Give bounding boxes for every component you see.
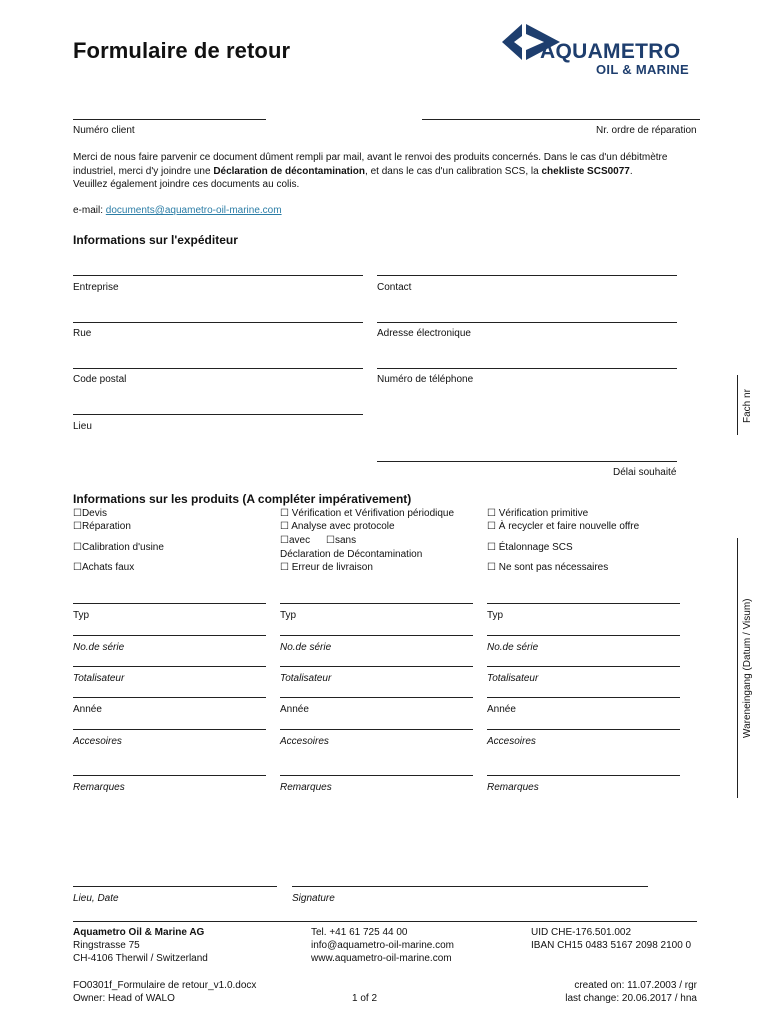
product-serie-label-3: No.de série xyxy=(487,642,539,653)
logo-name: AQUAMETRO xyxy=(540,40,681,63)
entreprise-line[interactable] xyxy=(73,275,363,276)
sender-heading: Informations sur l'expéditeur xyxy=(73,233,238,247)
product-totalisateur-line-3[interactable] xyxy=(487,666,680,667)
company-logo xyxy=(500,20,710,80)
products-heading: Informations sur les produits (A compléter impérativement) xyxy=(73,492,412,506)
footer-web: www.aquametro-oil-marine.com xyxy=(311,953,452,964)
intro-line-2e: . xyxy=(629,165,633,177)
phone-line[interactable] xyxy=(377,368,677,369)
product-typ-label-3: Typ xyxy=(487,610,504,621)
client-number-line[interactable] xyxy=(73,119,266,120)
checkbox-avec[interactable]: ☐avec xyxy=(280,535,311,546)
rue-line[interactable] xyxy=(73,322,363,323)
checkbox-analyse[interactable]: ☐ Analyse avec protocole xyxy=(280,521,395,532)
delai-label: Délai souhaité xyxy=(613,467,677,478)
product-annee-label-1: Année xyxy=(73,704,102,715)
footer-city: CH-4106 Therwil / Switzerland xyxy=(73,953,208,964)
product-annee-label-2: Année xyxy=(280,704,309,715)
product-totalisateur-label-2: Totalisateur xyxy=(280,673,332,684)
checkbox-calibration[interactable]: ☐Calibration d'usine xyxy=(73,542,164,553)
intro-line-2c: , et dans le cas d'un calibration SCS, la xyxy=(365,165,542,177)
intro-line-2a: industriel, merci d'y joindre une xyxy=(73,165,214,177)
decontamination-label: Déclaration de Décontamination xyxy=(280,549,423,560)
checkbox-recycler[interactable]: ☐ À recycler et faire nouvelle offre xyxy=(487,521,640,532)
footer-mail: info@aquametro-oil-marine.com xyxy=(311,940,454,951)
checkbox-verification-primitive[interactable]: ☐ Vérification primitive xyxy=(487,508,589,519)
fach-divider xyxy=(737,375,738,435)
footer-page: 1 of 2 xyxy=(352,993,378,1004)
checkbox-etalonnage[interactable]: ☐ Étalonnage SCS xyxy=(487,542,573,553)
product-remarques-line-1[interactable] xyxy=(73,775,266,776)
intro-line-3: Veuillez également joindre ces documents au colis. xyxy=(73,179,300,190)
intro-decontamination: Déclaration de décontamination xyxy=(213,165,366,177)
client-number-label: Numéro client xyxy=(73,125,135,136)
page-title: Formulaire de retour xyxy=(73,38,291,63)
footer-created: created on: 11.07.2003 / rgr xyxy=(574,980,697,991)
email-address-line[interactable] xyxy=(377,322,677,323)
footer-street: Ringstrasse 75 xyxy=(73,940,140,951)
product-typ-label-2: Typ xyxy=(280,610,297,621)
signature-label: Signature xyxy=(292,893,335,904)
product-accesoires-label-2: Accesoires xyxy=(280,736,329,747)
footer-file: FO0301f_Formulaire de retour_v1.0.docx xyxy=(73,980,257,991)
lieu-line[interactable] xyxy=(73,414,363,415)
checkbox-sans[interactable]: ☐sans xyxy=(326,535,357,546)
rue-label: Rue xyxy=(73,328,92,339)
email-link[interactable]: documents@aquametro-oil-marine.com xyxy=(105,205,282,216)
product-accesoires-line-2[interactable] xyxy=(280,729,473,730)
contact-line[interactable] xyxy=(377,275,677,276)
logo-subtitle: OIL & MARINE xyxy=(596,62,689,77)
email-address-label: Adresse électronique xyxy=(377,328,471,339)
product-remarques-line-2[interactable] xyxy=(280,775,473,776)
footer-owner: Owner: Head of WALO xyxy=(73,993,175,1004)
repair-order-label: Nr. ordre de réparation xyxy=(596,125,697,136)
contact-label: Contact xyxy=(377,282,412,293)
product-typ-line-2[interactable] xyxy=(280,603,473,604)
footer-changed: last change: 20.06.2017 / hna xyxy=(565,993,697,1004)
product-remarques-label-1: Remarques xyxy=(73,782,125,793)
product-serie-line-3[interactable] xyxy=(487,635,680,636)
email-line xyxy=(73,204,282,217)
lieu-label: Lieu xyxy=(73,421,92,432)
product-accesoires-label-3: Accesoires xyxy=(487,736,536,747)
product-totalisateur-line-1[interactable] xyxy=(73,666,266,667)
product-annee-line-1[interactable] xyxy=(73,697,266,698)
product-accesoires-line-3[interactable] xyxy=(487,729,680,730)
repair-order-line[interactable] xyxy=(422,119,700,120)
product-serie-label-1: No.de série xyxy=(73,642,125,653)
product-accesoires-line-1[interactable] xyxy=(73,729,266,730)
product-annee-line-3[interactable] xyxy=(487,697,680,698)
product-serie-line-2[interactable] xyxy=(280,635,473,636)
product-remarques-label-3: Remarques xyxy=(487,782,539,793)
footer-tel: Tel. +41 61 725 44 00 xyxy=(311,927,408,938)
product-typ-label-1: Typ xyxy=(73,610,90,621)
product-serie-line-1[interactable] xyxy=(73,635,266,636)
product-annee-label-3: Année xyxy=(487,704,516,715)
delai-line[interactable] xyxy=(377,461,677,462)
product-typ-line-1[interactable] xyxy=(73,603,266,604)
code-postal-line[interactable] xyxy=(73,368,363,369)
wareneingang-divider xyxy=(737,538,738,798)
checkbox-non-necessaires[interactable]: ☐ Ne sont pas nécessaires xyxy=(487,562,609,573)
product-typ-line-3[interactable] xyxy=(487,603,680,604)
footer-uid: UID CHE-176.501.002 xyxy=(531,927,632,938)
footer-company: Aquametro Oil & Marine AG xyxy=(73,927,205,938)
footer-iban: IBAN CH15 0483 5167 2098 2100 0 xyxy=(531,940,692,951)
intro-paragraph xyxy=(73,151,693,192)
product-remarques-label-2: Remarques xyxy=(280,782,332,793)
product-remarques-line-3[interactable] xyxy=(487,775,680,776)
email-label: e-mail: xyxy=(73,205,106,216)
footer-divider xyxy=(73,921,697,922)
entreprise-label: Entreprise xyxy=(73,282,119,293)
code-postal-label: Code postal xyxy=(73,374,127,385)
product-totalisateur-line-2[interactable] xyxy=(280,666,473,667)
signature-line[interactable] xyxy=(292,886,648,887)
product-totalisateur-label-3: Totalisateur xyxy=(487,673,539,684)
product-annee-line-2[interactable] xyxy=(280,697,473,698)
intro-line-1: Merci de nous faire parvenir ce document dûment rempli par mail, avant le renvoi des produits concernés. Dans le cas d'un débitmètre xyxy=(73,152,668,163)
lieu-date-line[interactable] xyxy=(73,886,277,887)
fach-label: Fach nr xyxy=(742,389,753,423)
product-accesoires-label-1: Accesoires xyxy=(73,736,122,747)
phone-label: Numéro de téléphone xyxy=(377,374,474,385)
lieu-date-label: Lieu, Date xyxy=(73,893,119,904)
checkbox-verification-periodique[interactable]: ☐ Vérification et Vérifivation périodique xyxy=(280,508,455,519)
product-serie-label-2: No.de série xyxy=(280,642,332,653)
checkbox-reparation[interactable]: ☐Réparation xyxy=(73,521,131,532)
intro-checklist: chekliste SCS0077 xyxy=(541,165,630,177)
checkbox-erreur-livraison[interactable]: ☐ Erreur de livraison xyxy=(280,562,373,573)
product-totalisateur-label-1: Totalisateur xyxy=(73,673,125,684)
checkbox-devis[interactable]: ☐Devis xyxy=(73,508,107,519)
checkbox-achats-faux[interactable]: ☐Achats faux xyxy=(73,562,135,573)
wareneingang-label: Wareneingang (Datum / Visum) xyxy=(742,598,753,738)
